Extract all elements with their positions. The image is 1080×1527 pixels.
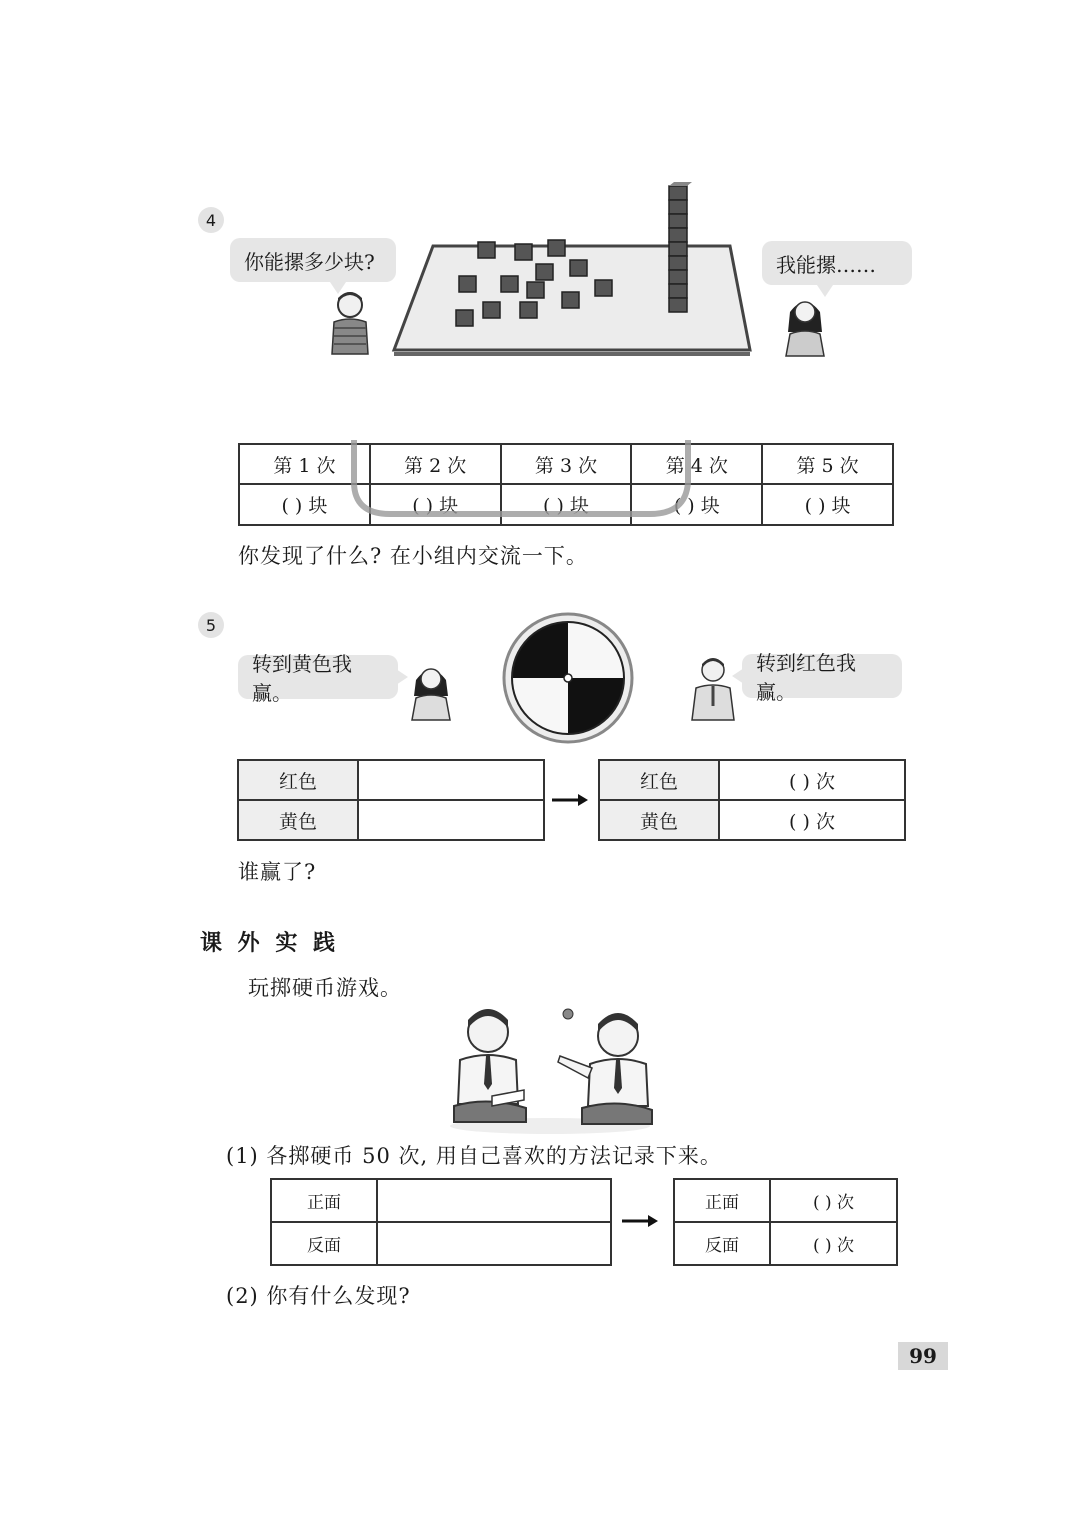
table-header: 第 3 次 bbox=[501, 444, 632, 484]
color-label: 红色 bbox=[599, 760, 719, 800]
tally-cell[interactable] bbox=[377, 1222, 611, 1265]
side-label: 正面 bbox=[271, 1179, 377, 1222]
question-5-prompt: 谁赢了? bbox=[238, 860, 317, 884]
speech-bubble-right bbox=[762, 241, 912, 285]
section-heading: 课 外 实 践 bbox=[200, 931, 339, 956]
right-arrow-icon bbox=[622, 1212, 660, 1230]
side-label: 反面 bbox=[271, 1222, 377, 1265]
tally-cell[interactable] bbox=[358, 760, 544, 800]
practice-intro: 玩掷硬币游戏。 bbox=[248, 976, 402, 1000]
bubble-text: 转到黄色我赢。 bbox=[252, 652, 352, 705]
bubble-text: 你能摞多少块? bbox=[244, 249, 375, 274]
table-header: 第 1 次 bbox=[239, 444, 370, 484]
right-arrow-icon bbox=[552, 791, 590, 809]
boy-figure-icon bbox=[684, 656, 742, 722]
count-cell[interactable]: ( ) 次 bbox=[719, 800, 905, 840]
practice-step-2: (2) 你有什么发现? bbox=[226, 1284, 411, 1308]
boy-figure-icon bbox=[320, 288, 380, 356]
side-label: 正面 bbox=[674, 1179, 770, 1222]
spin-tally-table bbox=[237, 759, 545, 841]
kids-coin-toss-illustration bbox=[440, 1004, 662, 1134]
color-label: 黄色 bbox=[238, 800, 358, 840]
answer-cell[interactable]: ( ) 块 bbox=[370, 484, 501, 525]
table-header: 第 4 次 bbox=[631, 444, 762, 484]
side-label: 反面 bbox=[674, 1222, 770, 1265]
answer-cell[interactable]: ( ) 块 bbox=[501, 484, 632, 525]
coin-count-table bbox=[673, 1178, 898, 1266]
bubble-text: 转到红色我赢。 bbox=[756, 651, 856, 704]
table-header: 第 2 次 bbox=[370, 444, 501, 484]
spinner-wheel-icon bbox=[498, 612, 638, 748]
answer-cell[interactable]: ( ) 块 bbox=[762, 484, 893, 525]
tally-cell[interactable] bbox=[377, 1179, 611, 1222]
girl-figure-icon bbox=[780, 292, 830, 358]
color-label: 黄色 bbox=[599, 800, 719, 840]
page-number: 99 bbox=[898, 1342, 948, 1370]
question-5-badge: 5 bbox=[198, 612, 224, 638]
spin-count-table bbox=[598, 759, 906, 841]
speech-bubble-right bbox=[742, 651, 902, 704]
blocks-on-table-illustration bbox=[388, 178, 758, 360]
stack-count-table bbox=[238, 443, 894, 526]
coin-tally-table bbox=[270, 1178, 612, 1266]
count-cell[interactable]: ( ) 次 bbox=[719, 760, 905, 800]
count-cell[interactable]: ( ) 次 bbox=[770, 1222, 897, 1265]
count-cell[interactable]: ( ) 次 bbox=[770, 1179, 897, 1222]
answer-cell[interactable]: ( ) 块 bbox=[631, 484, 762, 525]
color-label: 红色 bbox=[238, 760, 358, 800]
practice-step-1: (1) 各掷硬币 50 次, 用自己喜欢的方法记录下来。 bbox=[226, 1144, 722, 1168]
answer-cell[interactable]: ( ) 块 bbox=[239, 484, 370, 525]
bubble-text: 我能摞…… bbox=[776, 252, 876, 277]
table-header: 第 5 次 bbox=[762, 444, 893, 484]
speech-bubble-left bbox=[230, 238, 396, 282]
girl-figure-icon bbox=[408, 660, 454, 722]
tally-cell[interactable] bbox=[358, 800, 544, 840]
speech-bubble-left bbox=[238, 652, 398, 705]
question-4-badge: 4 bbox=[198, 207, 224, 233]
question-4-prompt: 你发现了什么? 在小组内交流一下。 bbox=[238, 544, 588, 568]
